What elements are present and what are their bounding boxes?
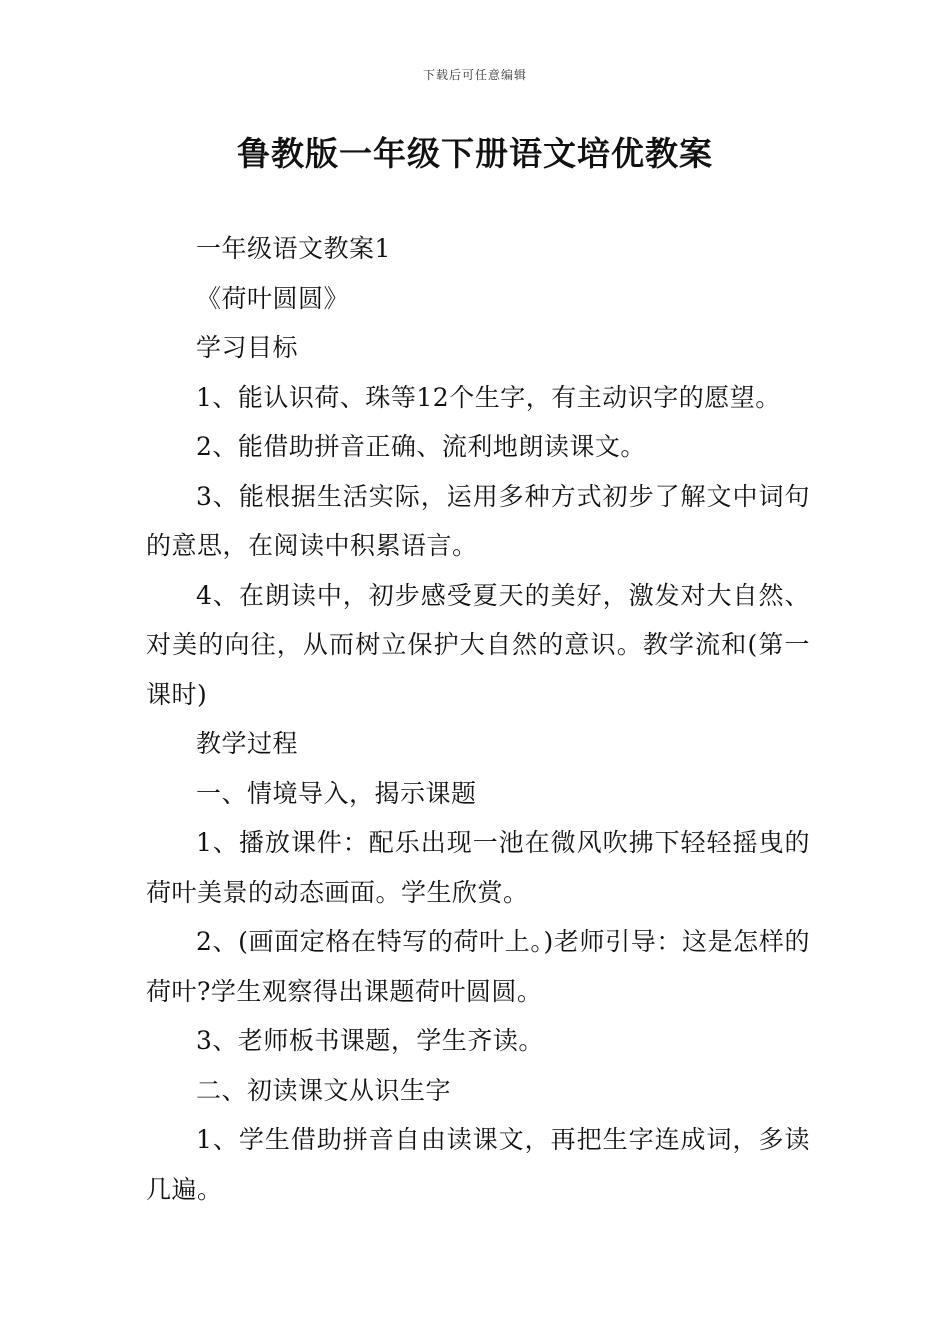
paragraph: 1、播放课件：配乐出现一池在微风吹拂下轻轻摇曳的荷叶美景的动态画面。学生欣赏。 — [146, 828, 810, 907]
paragraph: 《荷叶圆圆》 — [196, 283, 350, 313]
paragraph: 3、老师板书课题，学生齐读。 — [196, 1026, 544, 1055]
paragraph: 学习目标 — [196, 333, 299, 362]
document-title: 鲁教版一年级下册语文培优教案 — [237, 134, 713, 173]
paragraph: 教学过程 — [196, 729, 299, 758]
paragraph: 1、学生借助拼音自由读课文，再把生字连成词，多读几遍。 — [146, 1125, 810, 1204]
paragraph: 一、情境导入，揭示课题 — [196, 778, 477, 808]
document-body — [146, 224, 810, 1214]
paragraph: 4、在朗读中，初步感受夏天的美好，激发对大自然、对美的向往，从而树立保护大自然的意识。教学流和(第一课时) — [146, 580, 810, 709]
header-note: 下载后可任意编辑 — [422, 68, 527, 82]
paragraph: 1、能认识荷、珠等12个生字，有主动识字的愿望。 — [196, 382, 781, 412]
paragraph: 一年级语文教案1 — [196, 234, 391, 263]
paragraph: 二、初读课文从识生字 — [196, 1075, 452, 1105]
paragraph: 2、(画面定格在特写的荷叶上。)老师引导：这是怎样的荷叶?学生观察得出课题荷叶圆圆。 — [146, 927, 810, 1006]
paragraph: 3、能根据生活实际，运用多种方式初步了解文中词句的意思，在阅读中积累语言。 — [146, 481, 810, 560]
paragraph: 2、能借助拼音正确、流利地朗读课文。 — [196, 432, 646, 461]
